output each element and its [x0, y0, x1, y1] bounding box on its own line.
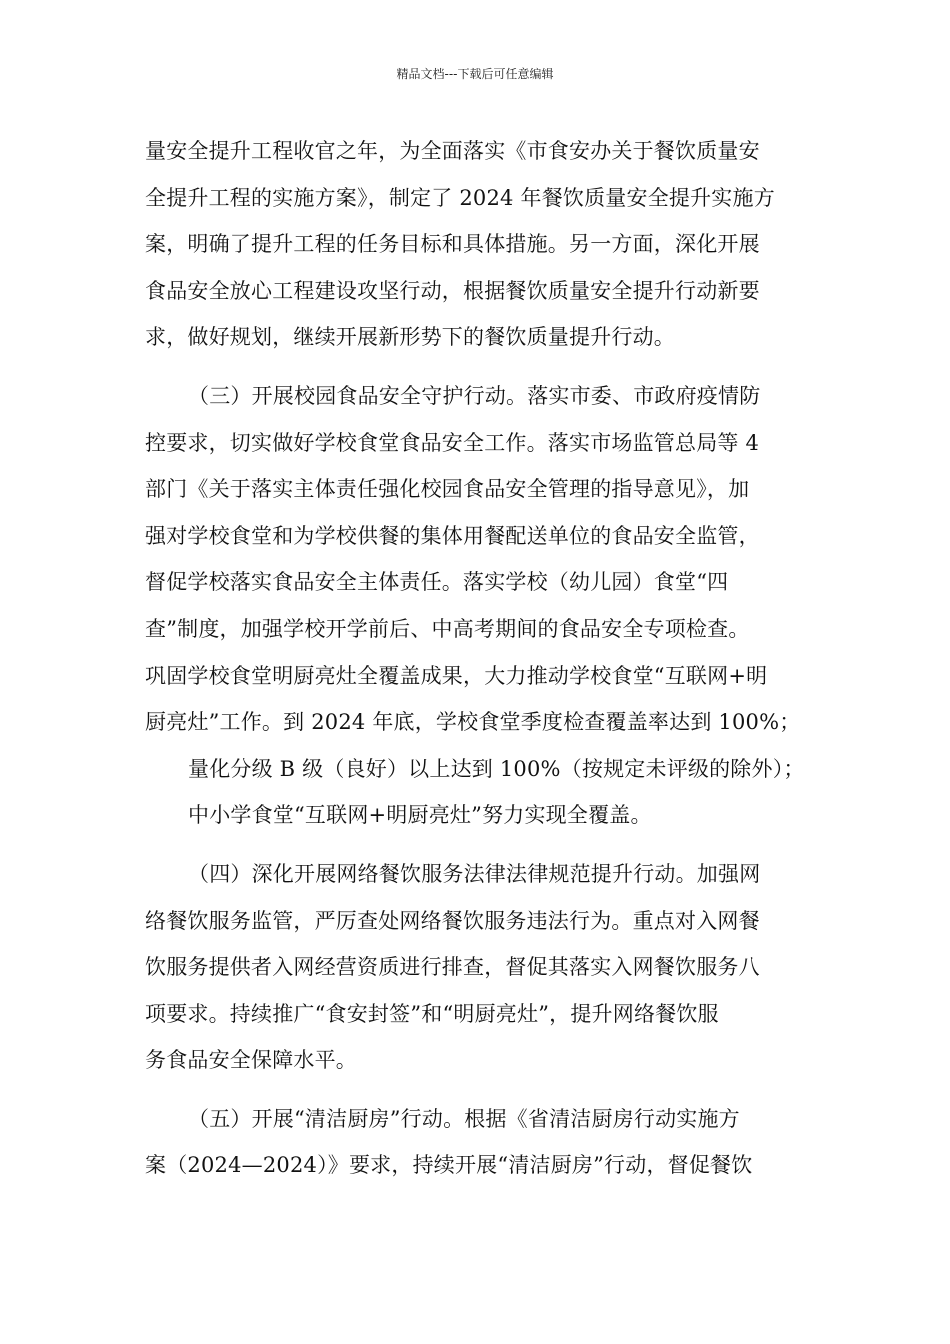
text-line: （三）开展校园食品安全守护行动。落实市委、市政府疫情防: [188, 383, 761, 408]
text-line: 求，做好规划，继续开展新形势下的餐饮质量提升行动。: [145, 325, 675, 350]
text-line: 食品安全放心工程建设攻坚行动，根据餐饮质量安全提升行动新要: [145, 278, 760, 303]
page-header: 精品文档---下载后可任意编辑: [396, 67, 554, 81]
document-body: [145, 128, 810, 1189]
text-line: 全提升工程的实施方案》，制定了 2024 年餐饮质量安全提升实施方: [145, 185, 775, 210]
text-line: （四）深化开展网络餐饮服务法律法律规范提升行动。加强网: [188, 861, 761, 886]
text-line: 控要求，切实做好学校食堂食品安全工作。落实市场监管总局等 4: [145, 430, 760, 455]
text-line: 量化分级 B 级（良好）以上达到 100%（按规定未评级的除外）；: [188, 756, 805, 781]
text-line: 量安全提升工程收官之年，为全面落实《市食安办关于餐饮质量安: [145, 139, 760, 163]
text-line: 巩固学校食堂明厨亮灶全覆盖成果，大力推动学校食堂“互联网+明: [145, 663, 768, 688]
paragraph-gap: [145, 1084, 810, 1096]
text-line: 案（2024—2024）》要求，持续开展“清洁厨房”行动，督促餐饮: [145, 1153, 753, 1178]
text-line: 络餐饮服务监管，严厉查处网络餐饮服务违法行为。重点对入网餐: [145, 908, 760, 933]
paragraph-gap: [145, 361, 810, 373]
text-line: 强对学校食堂和为学校供餐的集体用餐配送单位的食品安全监管，: [145, 523, 760, 548]
text-line: 项要求。持续推广“食安封签”和“明厨亮灶”，提升网络餐饮服: [145, 1001, 719, 1026]
text-line: 督促学校落实食品安全主体责任。落实学校（幼儿园）食堂“四: [145, 570, 729, 595]
text-line: 厨亮灶”工作。到 2024 年底，学校食堂季度检查覆盖率达到 100%；: [145, 710, 801, 735]
text-line: 务食品安全保障水平。: [145, 1048, 357, 1073]
paragraph-gap: [145, 839, 810, 851]
text-line: （五）开展“清洁厨房”行动。根据《省清洁厨房行动实施方: [188, 1106, 740, 1131]
text-line: 部门《关于落实主体责任强化校园食品安全管理的指导意见》，加: [145, 477, 750, 502]
text-line: 案，明确了提升工程的任务目标和具体措施。另一方面，深化开展: [145, 232, 760, 257]
text-line: 中小学食堂“互联网+明厨亮灶”努力实现全覆盖。: [188, 803, 652, 828]
text-line: 饮服务提供者入网经营资质进行排查，督促其落实入网餐饮服务八: [145, 955, 760, 980]
text-line: 查”制度，加强学校开学前后、中高考期间的食品安全专项检查。: [145, 616, 750, 641]
